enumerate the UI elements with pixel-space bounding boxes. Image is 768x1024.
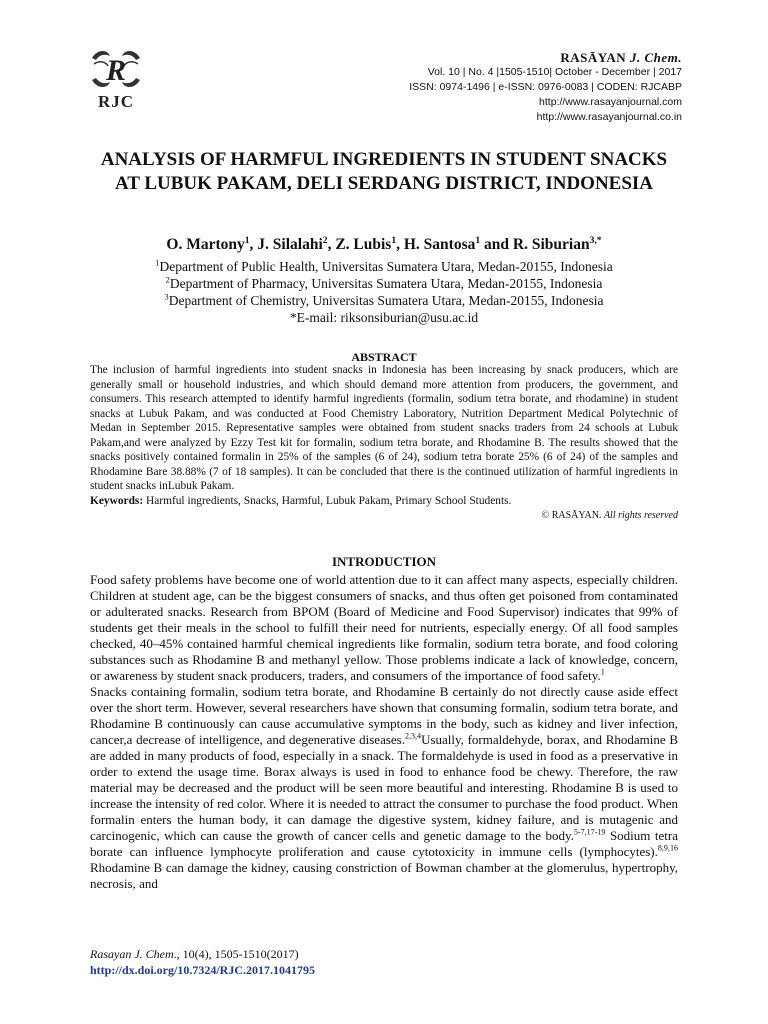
journal-name-suffix: J. Chem. — [629, 50, 682, 65]
author-list — [90, 236, 678, 254]
citation-line — [90, 946, 315, 962]
page-footer — [90, 946, 315, 978]
keywords-label: Keywords: — [90, 494, 144, 507]
journal-url-1[interactable]: http://www.rasayanjournal.com — [539, 96, 682, 108]
author-name: J. Silalahi — [257, 236, 323, 253]
author-name: O. Martony — [166, 236, 245, 253]
author-affil-mark: 1 — [391, 234, 397, 246]
citation-ref: 8,9,16 — [657, 843, 678, 853]
doi-link[interactable]: http://dx.doi.org/10.7324/RJC.2017.1041795 — [90, 963, 316, 977]
affiliation-item — [90, 275, 678, 292]
journal-logo — [86, 44, 146, 114]
affiliations — [90, 258, 678, 326]
paper-title: ANALYSIS OF HARMFUL INGREDIENTS IN STUDENT SNACKS AT LUBUK PAKAM, DELI SERDANG DISTRICT, INDONESIA — [100, 149, 668, 194]
author-name: R. Siburian — [512, 236, 590, 253]
paragraph-text: Rhodamine B can damage the kidney, causing constriction of Bowman chamber at the glomerulus, hypertrophy, necrosis, and — [90, 860, 678, 891]
affiliation-text: Department of Chemistry, Universitas Sumatera Utara, Medan-20155, Indonesia — [168, 293, 604, 308]
citation-ref: 1 — [600, 667, 605, 677]
author-separator: and — [480, 236, 513, 253]
paragraph — [90, 684, 678, 892]
copyright-holder: © RASĀYAN. — [541, 510, 602, 521]
journal-url-2[interactable]: http://www.rasayanjournal.co.in — [536, 111, 682, 123]
paragraph-text: Food safety problems have become one of world attention due to it can affect many aspects, especially children. Children at student age, can be the biggest consumers of snacks, and thus often get poisoned from contaminated or adulterated snacks. Research from BPOM (Board of Medicine and Food Supervisor) indicates that 99% of students get their meals in the school to fulfill their need for nutrients, especially energy. Of all food samples checked, 40–45% contained harmful chemical ingredients like formalin, sodium tetra borate, and food coloring substances such as Rhodamine B and methanyl yellow. Those problems indicate a lack of knowledge, concern, or awareness by student snack producers, traders, and consumers of the importance of food safety. — [90, 572, 678, 683]
abstract-section — [90, 363, 678, 524]
rights-text: All rights reserved — [603, 510, 678, 521]
affiliation-text: Department of Pharmacy, Universitas Sumatera Utara, Medan-20155, Indonesia — [169, 276, 603, 291]
author-separator: , — [396, 236, 404, 253]
affiliation-item — [90, 258, 678, 275]
author-separator: , — [327, 236, 336, 253]
issn-line: ISSN: 0974-1496 | e-ISSN: 0976-0083 | CODEN: RJCABP — [409, 81, 682, 93]
issue-line: Vol. 10 | No. 4 |1505-1510| October - December | 2017 — [427, 66, 682, 78]
paragraph-text: Usually, formaldehyde, borax, and Rhodamine B are added in many products of food, especially in a snack. The formaldehyde is used in food as a preservative in order to extend the usage time. Borax always is used in food to enhance food be chewy. Therefore, the raw material may be decreased and the product will be seen more beautiful and interesting. Rhodamine B is used to increase the intensity of red color. Where it is needed to attract the consumer to purchase the food product. When formalin enters the human body, it can damage the digestive system, kidney failure, and is mutagenic and carcinogenic, which can cause the growth of cancer cells and genetic damage to the body. — [90, 732, 679, 843]
affiliation-mark: 2 — [165, 275, 170, 285]
citation-ref: 5-7,17-19 — [573, 827, 606, 837]
author-affil-mark: 1 — [244, 234, 250, 246]
affiliation-text: Department of Public Health, Universitas Sumatera Utara, Medan-20155, Indonesia — [159, 259, 613, 274]
keywords-line — [90, 494, 678, 509]
author-name: H. Santosa — [403, 236, 476, 253]
introduction-heading: INTRODUCTION — [331, 554, 436, 569]
svg-text:R: R — [105, 54, 127, 87]
keywords-text: Harmful ingredients, Snacks, Harmful, Lubuk Pakam, Primary School Students. — [143, 494, 512, 507]
journal-name-main: RASĀYAN — [560, 50, 627, 65]
author-name: Z. Lubis — [335, 236, 392, 253]
affiliation-mark: 1 — [155, 258, 160, 268]
journal-info — [409, 50, 682, 125]
paragraph-text: Snacks containing formalin, sodium tetra borate, and Rhodamine B certainly do not directly cause aside effect over the short term. However, several researchers have shown that consuming formalin, sodium tetra borate, and Rhodamine B continuously can cause accumulative symptoms in the body, such as kidney and liver infection, cancer,a decrease of intelligence, and degenerative diseases. — [90, 684, 678, 747]
corresponding-email[interactable]: *E-mail: riksonsiburian@usu.ac.id — [289, 310, 479, 325]
author-affil-mark: 1 — [475, 234, 481, 246]
paragraph-text: Sodium tetra borate can influence lymphocyte proliferation and cause cytotoxicity in immune cells (lymphocytes). — [90, 828, 679, 859]
affiliation-mark: 3 — [164, 292, 169, 302]
author-affil-mark: 2 — [322, 234, 328, 246]
rjc-emblem-icon — [88, 44, 144, 92]
citation-details: ., 10(4), 1505-1510(2017) — [173, 947, 299, 961]
copyright-notice — [90, 509, 678, 524]
affiliation-item — [90, 292, 678, 309]
logo-text: RJC — [97, 92, 135, 111]
journal-name — [409, 50, 682, 65]
citation-ref: 2,3,4 — [404, 731, 422, 741]
abstract-heading: ABSTRACT — [351, 350, 417, 364]
author-affil-mark: 3,* — [589, 234, 602, 246]
abstract-text: The inclusion of harmful ingredients into student snacks in Indonesia has been increasing by snack producers, which are generally small or household industries, and which should demand more attention from producers, the government, and consumers. This research attempted to identify harmful ingredients (formalin, sodium tetra borate, and rhodamine) in student snacks at Lubuk Pakam, and was conducted at Food Chemistry Laboratory, Nutrition Department Medical Polytechnic of Medan in September 2015. Representative samples were obtained from student snacks traders from 24 schools at Lubuk Pakam,and were analyzed by Ezzy Test kit for formalin, sodium tetra borate, and Rhodamine B. The results showed that the snacks positively contained formalin in 25% of the samples (6 of 24), sodium tetra borate 25% (6 of 24) of the samples and Rhodamine Bare 38.88% (7 of 18 samples). It can be concluded that there is the continued utilization of harmful ingredients in student snacks inLubuk Pakam. — [90, 364, 678, 492]
citation-journal: Rasayan J. Chem — [90, 947, 174, 961]
paragraph — [90, 572, 678, 684]
introduction-body — [90, 572, 678, 892]
author-separator: , — [249, 236, 258, 253]
